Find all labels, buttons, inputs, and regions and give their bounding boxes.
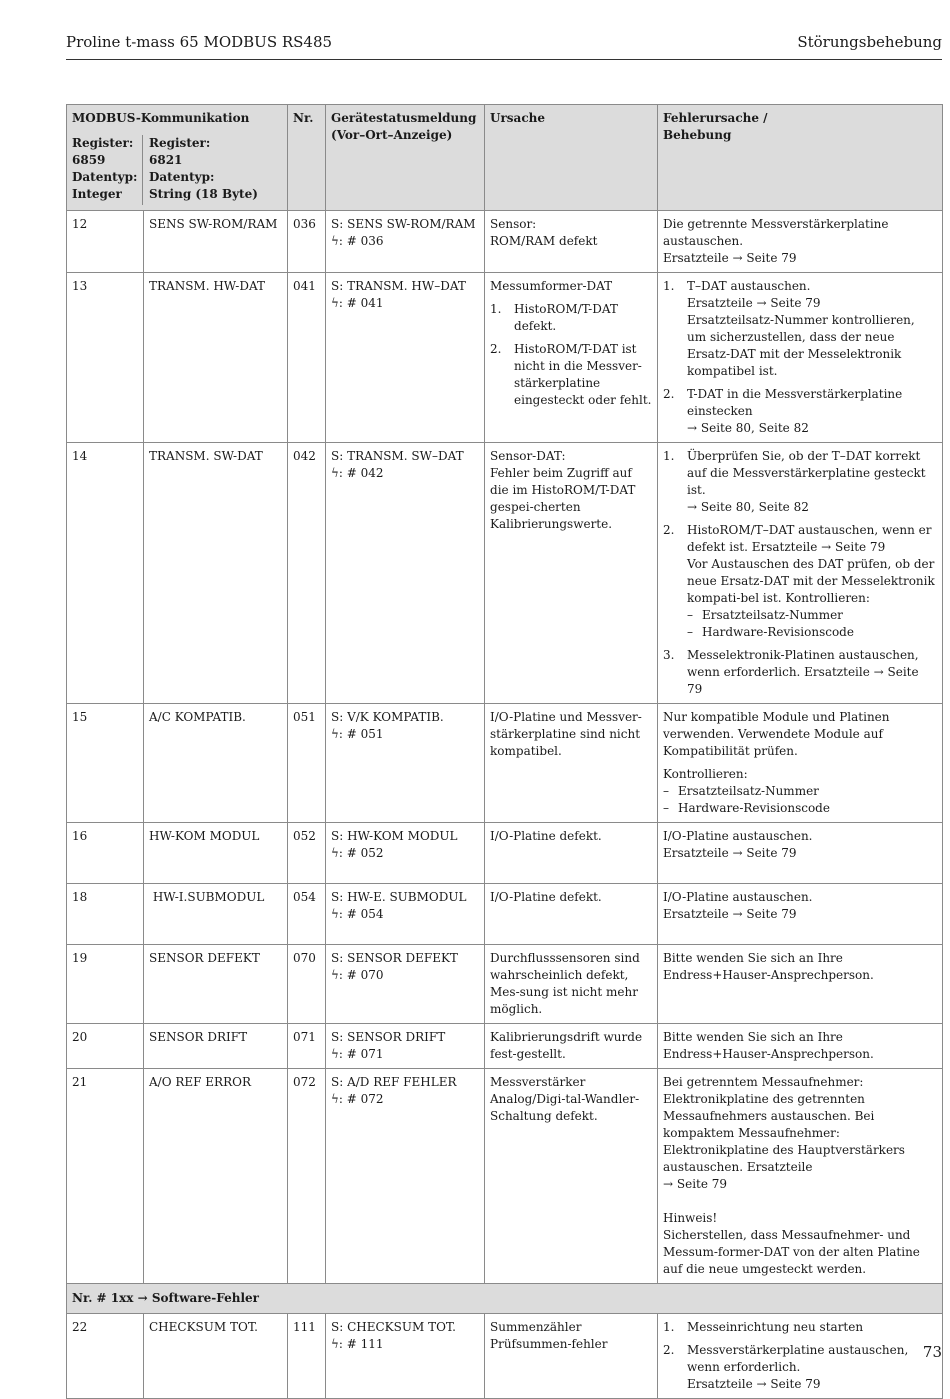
header-register-2: Register: 6821 Datentyp: String (18 Byte) <box>149 136 258 201</box>
header-register-1: Register: 6859 Datentyp: Integer <box>72 135 143 205</box>
page-number: 73 <box>922 1343 942 1361</box>
cell-status: S: SENSOR DRIFT ϟ: # 071 <box>326 1024 485 1069</box>
cell-status: S: A/D REF FEHLER ϟ: # 072 <box>326 1069 485 1284</box>
cell-register-string: A/O REF ERROR <box>144 1069 288 1284</box>
table-row <box>67 704 943 823</box>
section-row <box>67 1284 943 1314</box>
cell-fehler <box>658 273 943 443</box>
cell-status: S: SENSOR DEFEKT ϟ: # 070 <box>326 945 485 1024</box>
list-item: 2. Messverstärkerplatine austauschen, wenn erforderlich. Ersatzteile → Seite 79 <box>663 1343 909 1391</box>
table-row <box>67 1314 943 1399</box>
cell-register-string: TRANSM. HW-DAT <box>144 273 288 443</box>
cell-ursache: Messverstärker Analog/Digi-tal-Wandler-Schaltung defekt. <box>485 1069 658 1284</box>
header-section: Störungsbehebung <box>797 33 942 51</box>
cell-nr: 070 <box>288 945 326 1024</box>
fehler-check-label: Kontrollieren: <box>663 767 748 781</box>
cell-status: S: TRANSM. SW–DAT ϟ: # 042 <box>326 443 485 704</box>
header-status: Gerätestatusmeldung (Vor–Ort–Anzeige) <box>326 105 485 211</box>
cell-ursache: I/O-Platine defekt. <box>485 823 658 884</box>
cell-nr: 054 <box>288 884 326 945</box>
cell-fehler: Bitte wenden Sie sich an Ihre Endress+Hauser-Ansprechperson. <box>658 1024 943 1069</box>
cell-register-string: SENSOR DRIFT <box>144 1024 288 1069</box>
cell-fehler: I/O-Platine austauschen. Ersatzteile → Seite 79 <box>658 823 943 884</box>
cell-register-int: 13 <box>67 273 144 443</box>
cell-register-int: 16 <box>67 823 144 884</box>
fehler-text: Nur kompatible Module und Platinen verwenden. Verwendete Module auf Kompatibilität prüfen. <box>663 710 890 758</box>
list-item: – Ersatzteilsatz-Nummer <box>663 784 819 798</box>
cell-register-int: 22 <box>67 1314 144 1399</box>
cell-register-string: SENS SW-ROM/RAM <box>144 211 288 273</box>
cell-status: S: HW-KOM MODUL ϟ: # 052 <box>326 823 485 884</box>
cell-ursache: Sensor: ROM/RAM defekt <box>485 211 658 273</box>
cell-ursache: Kalibrierungsdrift wurde fest-gestellt. <box>485 1024 658 1069</box>
cell-register-int: 12 <box>67 211 144 273</box>
cell-status: S: HW-E. SUBMODUL ϟ: # 054 <box>326 884 485 945</box>
table-header-row <box>67 105 943 211</box>
list-item: – Hardware-Revisionscode <box>663 801 830 815</box>
section-title: Nr. # 1xx → Software-Fehler <box>67 1284 943 1314</box>
list-item: 1. T–DAT austauschen. Ersatzteile → Seite 79 Ersatzteilsatz-Nummer kontrollieren, um sicherzustellen, dass der neue Ersatz-DAT mit der Messelektronik kompatibel ist. <box>663 279 915 378</box>
cell-register-int: 20 <box>67 1024 144 1069</box>
cell-nr: 036 <box>288 211 326 273</box>
cell-fehler <box>658 1314 943 1399</box>
header-modbus <box>67 105 288 211</box>
cell-nr: 041 <box>288 273 326 443</box>
cell-status: S: CHECKSUM TOT. ϟ: # 111 <box>326 1314 485 1399</box>
cell-nr: 111 <box>288 1314 326 1399</box>
cell-fehler: Bitte wenden Sie sich an Ihre Endress+Hauser-Ansprechperson. <box>658 945 943 1024</box>
cell-nr: 051 <box>288 704 326 823</box>
list-item: 1. Messeinrichtung neu starten <box>663 1320 864 1334</box>
cell-status: S: SENS SW-ROM/RAM ϟ: # 036 <box>326 211 485 273</box>
header-fehler: Fehlerursache / Behebung <box>658 105 943 211</box>
cell-fehler <box>658 443 943 704</box>
list-item: 2. HistoROM/T-DAT ist nicht in die Messver-stärkerplatine eingesteckt oder fehlt. <box>490 342 652 407</box>
header-nr: Nr. <box>288 105 326 211</box>
ursache-title: Messumformer-DAT <box>490 279 613 293</box>
cell-status: S: TRANSM. HW–DAT ϟ: # 041 <box>326 273 485 443</box>
cell-register-int: 14 <box>67 443 144 704</box>
table-row <box>67 1069 943 1284</box>
cell-register-string: HW-I.SUBMODUL <box>144 884 288 945</box>
cell-nr: 071 <box>288 1024 326 1069</box>
list-item: 2. HistoROM/T–DAT austauschen, wenn er defekt ist. Ersatzteile → Seite 79 Vor Austauschen des DAT prüfen, ob der neue Ersatz-DAT mit der Messelektronik kompati-bel ist. Kontrollieren: – Ersatzteilsatz-Nummer – Hardware-Revisionscode <box>663 523 935 639</box>
cell-register-string: HW-KOM MODUL <box>144 823 288 884</box>
fehler-note: Hinweis! Sicherstellen, dass Messaufnehmer- und Messum-former-DAT von der alten Platine auf die neue umgesteckt werden. <box>663 1211 920 1276</box>
table-row <box>67 211 943 273</box>
cell-register-int: 19 <box>67 945 144 1024</box>
list-item: 3. Messelektronik-Platinen austauschen, wenn erforderlich. Ersatzteile → Seite 79 <box>663 648 919 696</box>
cell-register-int: 18 <box>67 884 144 945</box>
cell-register-string: TRANSM. SW-DAT <box>144 443 288 704</box>
list-item: 2. T-DAT in die Messverstärkerplatine einstecken → Seite 80, Seite 82 <box>663 387 903 435</box>
header-modbus-label: MODBUS-Kommunikation <box>72 111 250 125</box>
table-row <box>67 823 943 884</box>
cell-fehler <box>658 1069 943 1284</box>
cell-nr: 052 <box>288 823 326 884</box>
cell-ursache: Sensor-DAT: Fehler beim Zugriff auf die im HistoROM/T-DAT gespei-cherten Kalibrierungswerte. <box>485 443 658 704</box>
cell-register-string: SENSOR DEFEKT <box>144 945 288 1024</box>
cell-fehler: Die getrennte Messverstärkerplatine austauschen. Ersatzteile → Seite 79 <box>658 211 943 273</box>
cell-ursache: Summenzähler Prüfsummen-fehler <box>485 1314 658 1399</box>
cell-status: S: V/K KOMPATIB. ϟ: # 051 <box>326 704 485 823</box>
list-item: 1. HistoROM/T-DAT defekt. <box>490 302 618 333</box>
cell-fehler <box>658 704 943 823</box>
table-row <box>67 443 943 704</box>
cell-nr: 042 <box>288 443 326 704</box>
cell-ursache <box>485 273 658 443</box>
header-title: Proline t-mass 65 MODBUS RS485 <box>66 33 333 51</box>
table-row <box>67 1024 943 1069</box>
list-item: 1. Überprüfen Sie, ob der T–DAT korrekt auf die Messverstärkerplatine gesteckt ist. → Seite 80, Seite 82 <box>663 449 926 514</box>
fehler-text: Bei getrenntem Messaufnehmer: Elektronikplatine des getrennten Messaufnehmers austauschen. Bei kompaktem Messaufnehmer: Elektronikplatine des Hauptverstärkers austauschen. Ersatzteile → Seite 79 <box>663 1075 905 1191</box>
cell-ursache: I/O-Platine und Messver-stärkerplatine sind nicht kompatibel. <box>485 704 658 823</box>
cell-nr: 072 <box>288 1069 326 1284</box>
error-table <box>66 104 943 1399</box>
cell-register-int: 21 <box>67 1069 144 1284</box>
table-row <box>67 945 943 1024</box>
cell-register-string: CHECKSUM TOT. <box>144 1314 288 1399</box>
cell-ursache: I/O-Platine defekt. <box>485 884 658 945</box>
cell-ursache: Durchflusssensoren sind wahrscheinlich defekt, Mes-sung ist nicht mehr möglich. <box>485 945 658 1024</box>
header-ursache: Ursache <box>485 105 658 211</box>
header-rule <box>66 59 942 60</box>
cell-register-int: 15 <box>67 704 144 823</box>
table-row <box>67 273 943 443</box>
table-row <box>67 884 943 945</box>
cell-fehler: I/O-Platine austauschen. Ersatzteile → Seite 79 <box>658 884 943 945</box>
cell-register-string: A/C KOMPATIB. <box>144 704 288 823</box>
